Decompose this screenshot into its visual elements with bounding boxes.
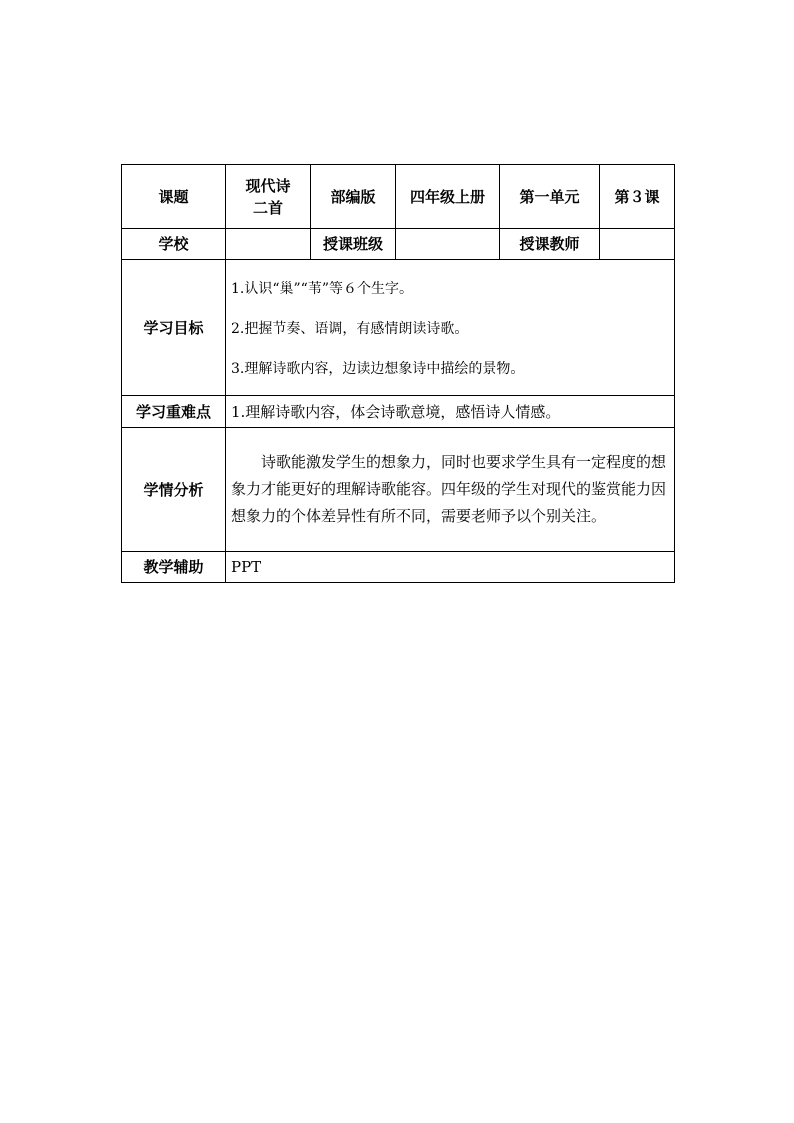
topic-label: 课题 xyxy=(122,165,226,229)
objectives-content xyxy=(226,260,675,396)
topic-title-line1: 现代诗 xyxy=(245,176,291,195)
aids-content: PPT xyxy=(226,552,675,583)
class-label: 授课班级 xyxy=(311,229,396,260)
lesson-cell: 第３课 xyxy=(600,165,675,229)
teacher-label: 授课教师 xyxy=(500,229,600,260)
class-value xyxy=(396,229,500,260)
grade-cell: 四年级上册 xyxy=(396,165,500,229)
school-label: 学校 xyxy=(122,229,226,260)
objective-item: 3.理解诗歌内容，边读边想象诗中描绘的景物。 xyxy=(231,360,525,377)
teacher-value xyxy=(600,229,675,260)
edition-cell: 部编版 xyxy=(311,165,396,229)
aids-label: 教学辅助 xyxy=(122,552,226,583)
lesson-plan-table xyxy=(121,164,675,583)
info-row xyxy=(122,229,675,260)
analysis-content xyxy=(226,428,675,552)
analysis-text: 诗歌能激发学生的想象力，同时也要求学生具有一定程度的想象力才能更好的理解诗歌能容。四年级的学生对现代的鉴赏能力因想象力的个体差异性有所不同，需要老师予以个别关注。 xyxy=(231,453,667,525)
topic-title-line2: 二首 xyxy=(252,198,283,217)
objective-item: 1.认识“巢”“苇”等６个生字。 xyxy=(231,280,413,297)
analysis-label: 学情分析 xyxy=(122,428,226,552)
unit-cell: 第一单元 xyxy=(500,165,600,229)
objectives-label: 学习目标 xyxy=(122,260,226,396)
school-value xyxy=(226,229,311,260)
key-points-content: 1.理解诗歌内容，体会诗歌意境，感悟诗人情感。 xyxy=(226,396,675,428)
key-points-row xyxy=(122,396,675,428)
analysis-row xyxy=(122,428,675,552)
topic-title xyxy=(226,165,311,229)
objectives-row xyxy=(122,260,675,396)
key-points-label: 学习重难点 xyxy=(122,396,226,428)
objective-item: 2.把握节奏、语调，有感情朗读诗歌。 xyxy=(231,320,469,337)
header-row xyxy=(122,165,675,229)
aids-row xyxy=(122,552,675,583)
